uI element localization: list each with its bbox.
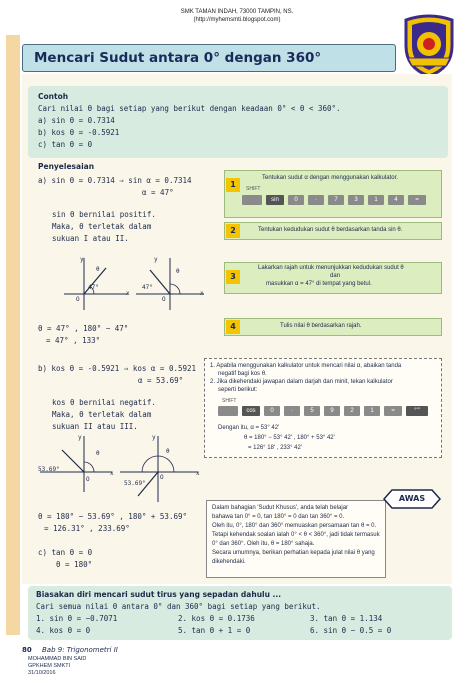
solution-b-note1: kos θ bernilai negatif. bbox=[52, 398, 156, 407]
calc2-shift-key bbox=[218, 406, 238, 416]
angle-label-a2: 47° bbox=[142, 284, 153, 291]
solution-a-line1: a) sin θ = 0.7314 ⇒ sin α = 0.7314 bbox=[38, 176, 192, 185]
practice-item-2: 2. kos θ = 0.1736 bbox=[178, 614, 255, 623]
practice-instruction: Cari semua nilai θ antara 0° dan 360° bagi setiap yang berikut. bbox=[36, 602, 321, 611]
step-3-badge: 3 bbox=[226, 270, 240, 284]
solution-a-note3: sukuan I atau II. bbox=[52, 234, 129, 243]
author-org: GPKHEM SMKTI bbox=[28, 663, 71, 669]
origin-label-b1: O bbox=[86, 476, 90, 483]
solution-b-answer2: = 126.31° , 233.69° bbox=[44, 524, 130, 533]
step-1-badge: 1 bbox=[226, 178, 240, 192]
calc1-key-7: 7 bbox=[328, 195, 344, 205]
calc2-note2b: seperti berikut: bbox=[218, 387, 258, 393]
solution-b-line2: α = 53.69° bbox=[138, 376, 184, 385]
awas-line-6: Secara umumnya, berikan perhatian kepada julat nilai θ yang bbox=[212, 550, 375, 556]
step-2-badge: 2 bbox=[226, 224, 240, 238]
chapter-title: Bab 9: Trigonometri II bbox=[41, 646, 118, 654]
calc2-note1: 1. Apabila menggunakan kalkulator untuk mencari nilai α, abaikan tanda bbox=[210, 363, 402, 369]
calc2-shift-label: SHIFT bbox=[222, 398, 237, 404]
practice-item-6: 6. sin θ − 0.5 = 0 bbox=[310, 626, 392, 635]
example-part-a: a) sin θ = 0.7314 bbox=[38, 116, 115, 125]
axis-x-label-a2: x bbox=[200, 290, 204, 297]
awas-line-1: Dalam bahagian 'Sudut Khusus', anda telah belajar bbox=[212, 505, 349, 511]
calc1-key-equals: = bbox=[408, 195, 426, 205]
step-2-text: Tentukan kedudukan sudut θ berdasarkan tanda sin θ. bbox=[258, 227, 403, 233]
solution-a-note1: sin θ bernilai positif. bbox=[52, 210, 156, 219]
axis-y-label-a2: y bbox=[154, 256, 158, 263]
calc2-key-equals: = bbox=[384, 406, 402, 416]
solution-b-note2: Maka, θ terletak dalam bbox=[52, 410, 152, 419]
awas-line-3: Oleh itu, 0°, 180° dan 360° memuaskan persamaan tan θ = 0. bbox=[212, 523, 377, 529]
calc2-key-2: 2 bbox=[344, 406, 360, 416]
calc2-note2: 2. Jika dikehendaki jawapan dalam darjah dan minit, tekan kalkulator bbox=[210, 379, 393, 385]
awas-line-2: bahawa tan 0° = 0, tan 180° = 0 dan tan 360° = 0. bbox=[212, 514, 345, 520]
awas-label: AWAS bbox=[398, 494, 426, 503]
axis-y-label-b1: y bbox=[78, 434, 82, 441]
theta-label-b2: θ bbox=[166, 448, 170, 455]
solution-a-answer2: = 47° , 133° bbox=[46, 336, 101, 345]
solution-c-line2: θ = 180° bbox=[56, 560, 93, 569]
calc2-key-5: 5 bbox=[304, 406, 320, 416]
calc2-key-degrees: °''' bbox=[406, 406, 428, 416]
step-4-text: Tulis nilai θ berdasarkan rajah. bbox=[280, 323, 362, 329]
axis-y-label-a1: y bbox=[80, 256, 84, 263]
diagram-quadrant-2-b bbox=[38, 432, 116, 496]
author-name: MOHAMMAD BIN SAID bbox=[28, 656, 87, 662]
calc2-key-1: 1 bbox=[364, 406, 380, 416]
theta-label-a2: θ bbox=[176, 268, 180, 275]
practice-item-4: 4. kos θ = 0 bbox=[36, 626, 91, 635]
page-footer bbox=[22, 646, 118, 654]
solution-heading: Penyelesaian bbox=[38, 162, 95, 171]
axis-x-label-a1: x bbox=[126, 290, 130, 297]
page-title: Mencari Sudut antara 0° dengan 360° bbox=[34, 50, 322, 66]
step-3-text-line2: dan bbox=[330, 273, 341, 279]
origin-label-b2: O bbox=[160, 474, 164, 481]
origin-label-a2: O bbox=[162, 296, 166, 303]
practice-item-3: 3. tan θ = 1.134 bbox=[310, 614, 383, 623]
step-4-badge: 4 bbox=[226, 320, 240, 334]
awas-line-7: dikehendaki. bbox=[212, 559, 246, 565]
calc2-result1: Dengan itu, α = 53° 42' bbox=[218, 425, 280, 431]
solution-b-line1: b) kos θ = -0.5921 ⇒ kos α = 0.5921 bbox=[38, 364, 197, 373]
angle-label-b2: 53.69° bbox=[124, 480, 146, 487]
theta-label-a1: θ bbox=[96, 266, 100, 273]
practice-heading: Biasakan diri mencari sudut tirus yang sepadan dahulu ... bbox=[36, 590, 282, 599]
practice-item-5: 5. tan θ + 1 = 0 bbox=[178, 626, 251, 635]
author-block bbox=[28, 656, 86, 677]
calc2-key-0: 0 bbox=[264, 406, 280, 416]
blog-url: (http://myhemsmti.blogspot.com) bbox=[193, 17, 281, 23]
theta-label-b1: θ bbox=[96, 450, 100, 457]
example-heading: Contoh bbox=[38, 92, 69, 101]
calc2-key-dot: · bbox=[284, 406, 300, 416]
school-header: SMK TAMAN INDAH, 73000 TAMPIN, NS. bbox=[180, 9, 294, 15]
step-1-text: Tentukan sudut α dengan menggunakan kalkulator. bbox=[262, 175, 398, 181]
angle-label-b1: 53.69° bbox=[38, 466, 60, 473]
step-3-text-line1: Lakarkan rajah untuk menunjukkan kedudukan sudut θ bbox=[258, 265, 404, 271]
origin-label-a1: O bbox=[76, 296, 80, 303]
solution-b-answer1: θ = 180° − 53.69° , 180° + 53.69° bbox=[38, 512, 188, 521]
solution-a-answer1: θ = 47° , 180° − 47° bbox=[38, 324, 129, 333]
solution-b-note3: sukuan II atau III. bbox=[52, 422, 138, 431]
angle-label-a1: 47° bbox=[88, 284, 99, 291]
calc2-result2: θ = 180° − 53° 42' , 180° + 53° 42' bbox=[244, 435, 335, 441]
calc1-key-sin: sin bbox=[266, 195, 284, 205]
solution-c-line1: c) tan θ = 0 bbox=[38, 548, 93, 557]
calc1-shift-label: SHIFT bbox=[246, 186, 261, 192]
example-part-c: c) tan θ = 0 bbox=[38, 140, 93, 149]
calc1-key-dot: · bbox=[308, 195, 324, 205]
calc2-key-cos: cos bbox=[242, 406, 260, 416]
calc2-note1b: negatif bagi kos θ. bbox=[218, 371, 267, 377]
calc1-key-3: 3 bbox=[348, 195, 364, 205]
calc1-key-0: 0 bbox=[288, 195, 304, 205]
calc1-shift-key bbox=[242, 195, 262, 205]
practice-item-1: 1. sin θ = −0.7071 bbox=[36, 614, 118, 623]
page-side-strip bbox=[6, 35, 20, 635]
axis-y-label-b2: y bbox=[152, 434, 156, 441]
calc2-result3: = 126° 18' , 233° 42' bbox=[248, 445, 302, 451]
page-number: 80 bbox=[22, 646, 32, 654]
calc1-key-1: 1 bbox=[368, 195, 384, 205]
example-instruction: Cari nilai θ bagi setiap yang berikut dengan keadaan 0° < θ < 360°. bbox=[38, 104, 341, 113]
school-crest-logo bbox=[400, 12, 458, 78]
axis-x-label-b2: x bbox=[196, 470, 200, 477]
example-part-b: b) kos θ = -0.5921 bbox=[38, 128, 120, 137]
calc1-key-4: 4 bbox=[388, 195, 404, 205]
calc2-key-9: 9 bbox=[324, 406, 340, 416]
author-date: 31/10/2016 bbox=[28, 670, 56, 676]
solution-a-note2: Maka, θ terletak dalam bbox=[52, 222, 152, 231]
solution-a-line2: α = 47° bbox=[142, 188, 174, 197]
diagram-quadrant-3 bbox=[118, 432, 202, 504]
awas-line-5: 0° dan 360°. Oleh itu, θ = 180° sahaja. bbox=[212, 541, 315, 547]
step-3-text-line3: masukkan α = 47° di tempat yang betul. bbox=[266, 281, 372, 287]
awas-line-4: Tetapi kehendak soalan ialah 0° < θ < 360°, jadi tidak termasuk bbox=[212, 532, 380, 538]
axis-x-label-b1: x bbox=[110, 470, 114, 477]
